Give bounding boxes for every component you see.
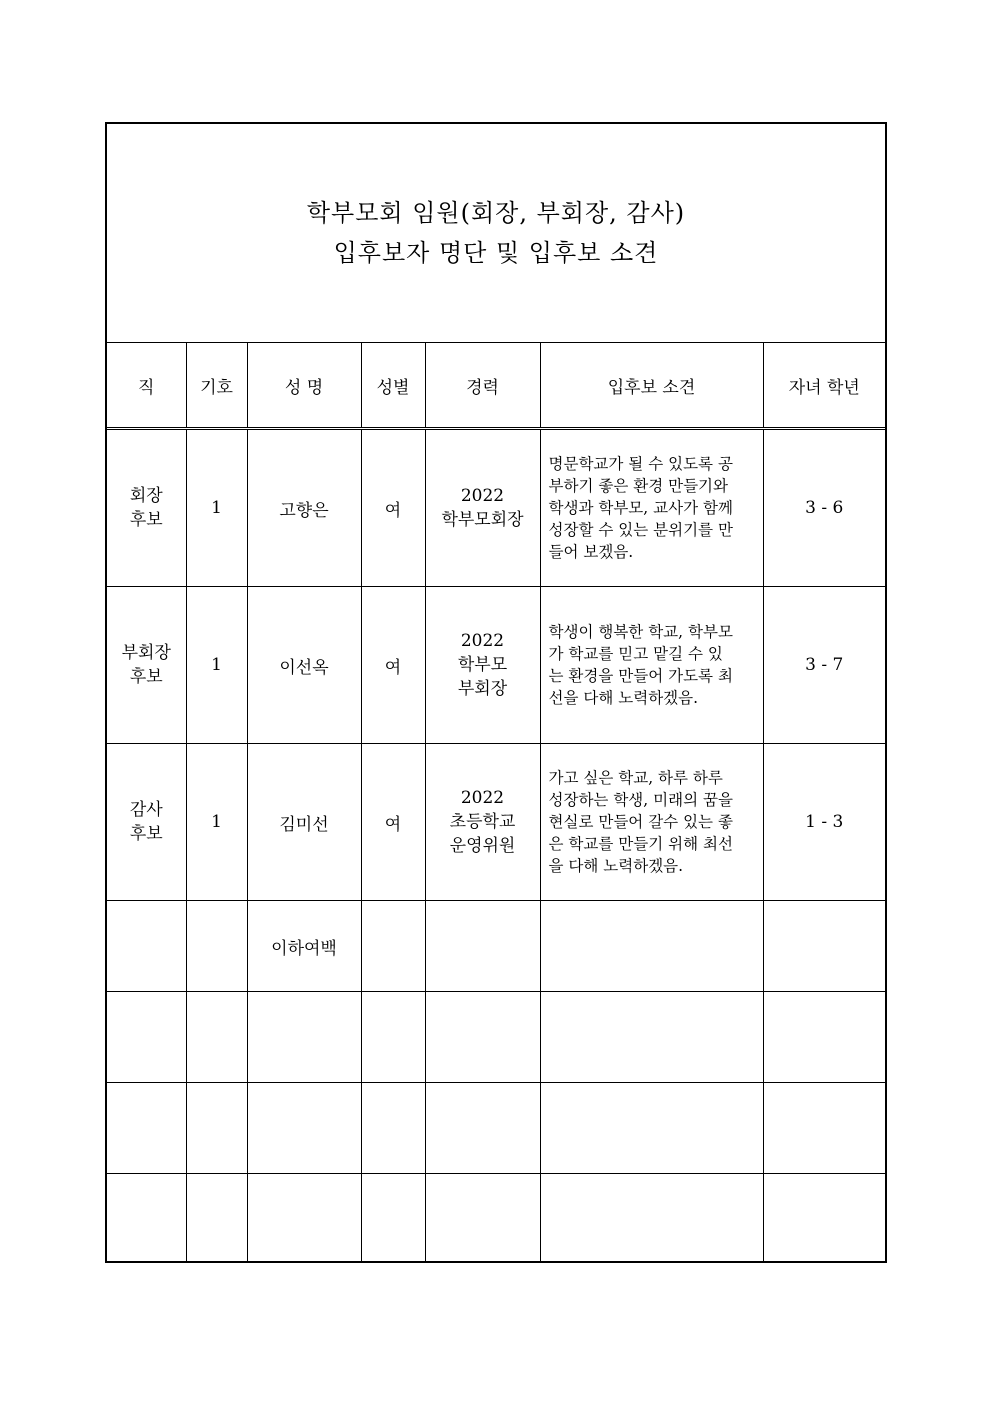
cell-opinion: [540, 429, 763, 587]
opinion-line: 부하기 좋은 환경 만들기와: [548, 477, 728, 495]
career-text: 초등학교: [449, 812, 516, 832]
cell-number: 1: [186, 587, 247, 744]
cell-blank-note: 이하여백: [247, 901, 361, 992]
cell-empty: [107, 992, 186, 1083]
cell-number: 1: [186, 429, 247, 587]
header-row: [107, 343, 885, 429]
cell-name: 이선옥: [247, 587, 361, 744]
cell-career: [425, 744, 540, 901]
title-box: [107, 124, 885, 342]
career-text: 학부모회장: [441, 510, 524, 530]
cell-number: 1: [186, 744, 247, 901]
cell-career: [425, 429, 540, 587]
candidate-table: [107, 342, 885, 1262]
cell-position: [107, 429, 186, 587]
opinion-line: 선을 다해 노력하겠음.: [548, 689, 699, 707]
title-line-2: 입후보자 명단 및 입후보 소견: [333, 239, 659, 267]
cell-empty: [107, 1083, 186, 1174]
cell-opinion: [540, 587, 763, 744]
opinion-line: 현실로 만들어 갈수 있는 좋: [548, 813, 733, 831]
position-text: 감사: [129, 800, 163, 820]
header-position: 직: [107, 343, 186, 429]
opinion-line: 학생이 행복한 학교, 학부모: [548, 623, 733, 641]
opinion-line: 는 환경을 만들어 가도록 최: [548, 667, 733, 685]
table-row: [107, 744, 885, 901]
position-text: 부회장: [121, 643, 171, 663]
cell-empty: [763, 992, 885, 1083]
cell-empty: [425, 901, 540, 992]
opinion-line: 성장하는 학생, 미래의 꿈을: [548, 791, 733, 809]
opinion-line: 은 학교를 만들기 위해 최선: [548, 835, 733, 853]
title-line-1: 학부모회 임원(회장, 부회장, 감사): [306, 199, 686, 227]
cell-empty: [247, 992, 361, 1083]
position-text: 후보: [129, 824, 163, 844]
cell-gender: 여: [361, 429, 425, 587]
cell-empty: [425, 1174, 540, 1263]
career-text: 학부모: [457, 655, 508, 675]
cell-empty: [186, 901, 247, 992]
cell-empty: [247, 1174, 361, 1263]
table-row: [107, 1174, 885, 1263]
cell-name: 고향은: [247, 429, 361, 587]
header-gender: 성별: [361, 343, 425, 429]
career-text: 운영위원: [449, 836, 516, 856]
career-text: 2022: [460, 631, 505, 651]
table-row: [107, 587, 885, 744]
table-row: [107, 429, 885, 587]
cell-grade: 1 - 3: [763, 744, 885, 901]
cell-empty: [186, 992, 247, 1083]
cell-grade: 3 - 6: [763, 429, 885, 587]
career-text: 부회장: [457, 679, 508, 699]
cell-empty: [186, 1083, 247, 1174]
cell-empty: [361, 1174, 425, 1263]
document-frame: [105, 122, 887, 1263]
cell-empty: [763, 901, 885, 992]
opinion-line: 성장할 수 있는 분위기를 만: [548, 521, 733, 539]
opinion-line: 가 학교를 믿고 맡길 수 있: [548, 645, 723, 663]
cell-empty: [107, 1174, 186, 1263]
header-opinion: 입후보 소견: [540, 343, 763, 429]
cell-empty: [361, 1083, 425, 1174]
opinion-line: 을 다해 노력하겠음.: [548, 857, 684, 875]
cell-position: [107, 744, 186, 901]
position-text: 회장: [129, 486, 163, 506]
table-row: [107, 1083, 885, 1174]
table-row: [107, 992, 885, 1083]
cell-empty: [361, 901, 425, 992]
cell-empty: [247, 1083, 361, 1174]
career-text: 2022: [460, 486, 505, 506]
cell-empty: [763, 1083, 885, 1174]
cell-empty: [763, 1174, 885, 1263]
cell-gender: 여: [361, 587, 425, 744]
cell-name: 김미선: [247, 744, 361, 901]
cell-empty: [540, 901, 763, 992]
cell-position: [107, 587, 186, 744]
opinion-line: 가고 싶은 학교, 하루 하루: [548, 769, 723, 787]
cell-empty: [361, 992, 425, 1083]
opinion-line: 명문학교가 될 수 있도록 공: [548, 455, 733, 473]
cell-empty: [540, 1083, 763, 1174]
career-text: 2022: [460, 788, 505, 808]
cell-empty: [540, 992, 763, 1083]
opinion-line: 학생과 학부모, 교사가 함께: [548, 499, 733, 517]
cell-empty: [186, 1174, 247, 1263]
cell-career: [425, 587, 540, 744]
header-number: 기호: [186, 343, 247, 429]
table-row: [107, 901, 885, 992]
cell-opinion: [540, 744, 763, 901]
header-career: 경력: [425, 343, 540, 429]
position-text: 후보: [129, 510, 163, 530]
cell-gender: 여: [361, 744, 425, 901]
position-text: 후보: [129, 667, 163, 687]
opinion-line: 들어 보겠음.: [548, 543, 634, 561]
cell-empty: [107, 901, 186, 992]
header-name: 성 명: [247, 343, 361, 429]
cell-grade: 3 - 7: [763, 587, 885, 744]
header-grade: 자녀 학년: [763, 343, 885, 429]
cell-empty: [540, 1174, 763, 1263]
cell-empty: [425, 1083, 540, 1174]
cell-empty: [425, 992, 540, 1083]
